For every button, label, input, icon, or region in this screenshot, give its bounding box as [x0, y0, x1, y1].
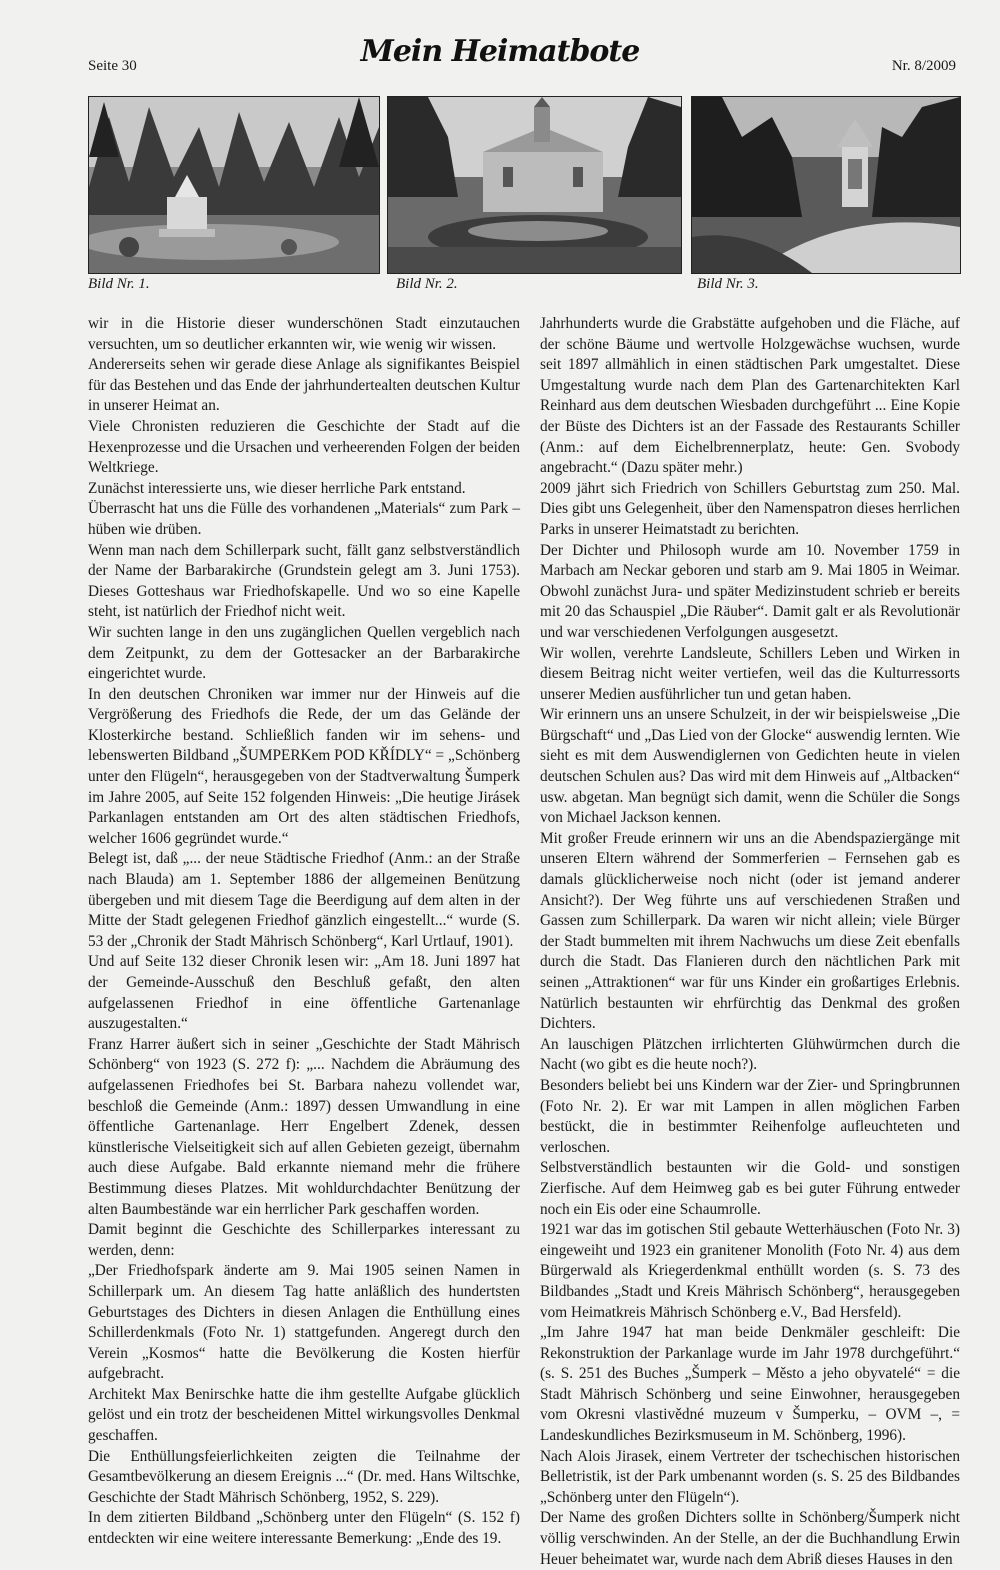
paragraph: In den deutschen Chroniken war immer nur der Hinweis auf die Vergrößerung des Friedhofs die Rede, der um das Gelände der Klosterkirche bestand. Schließlich fanden wir im sehens- und lebenswerten Bildband „ŠUMPERKem POD KŘÍDLY“ = „Schönberg unter den Flügeln“, herausgegeben von der Stadtverwaltung Šumperk im Jahre 2005, auf Seite 152 folgenden Hinweis: „Die heutige Jirásek Parkanlagen entstanden am Ort des alten städtischen Friedhofs, welcher 1606 gegründet wurde.“ [88, 685, 520, 847]
paragraph: wir in die Historie dieser wunderschönen Stadt einzutauchen versuchten, um so deutlicher erkannten wir, wie wenig wir wissen. [88, 315, 520, 353]
paragraph: Überrascht hat uns die Fülle des vorhandenen „Materials“ zum Park – hüben wie drüben. [88, 500, 520, 538]
paragraph: Viele Chronisten reduzieren die Geschichte der Stadt auf die Hexenprozesse und die Ursachen und verheerenden Folgen der beiden Weltkriege. [88, 417, 520, 477]
paragraph: 2009 jährt sich Friedrich von Schillers Geburtstag zum 250. Mal. Dies gibt uns Gelegenheit, über den Namenspatron dieses herrlichen Parks in unserer Heimatstadt zu berichten. [540, 479, 960, 538]
page-number: Seite 30 [88, 58, 137, 74]
paragraph: Und auf Seite 132 dieser Chronik lesen wir: „Am 18. Juni 1897 hat der Gemeinde-Ausschuß den Beschluß gefaßt, den alten aufgelassenen Friedhof in eine öffentliche Gartenanlage auszugestalten.“ [88, 953, 520, 1033]
paragraph: Andererseits sehen wir gerade diese Anlage als signifikantes Beispiel für das Bestehen und das Ende der jahrhundertealten deutschen Kultur in unserer Heimat an. [88, 356, 520, 415]
paragraph: Die Enthüllungsfeierlichkeiten zeigten die Teilnahme der Gesamtbevölkerung an diesem Ereignis ...“ (Dr. med. Hans Wiltschke, Geschichte der Stadt Mährisch Schönberg, 1952, S. 229). [88, 1447, 520, 1506]
paragraph: Der Name des großen Dichters sollte in Schönberg/Šumperk nicht völlig verschwinden. An der Stelle, an der die Buchhandlung Erwin Heuer beheimatet war, wurde nach dem Abriß dieses Hauses in den [540, 1509, 960, 1568]
paragraph: Mit großer Freude erinnern wir uns an die Abendspaziergänge mit unseren Eltern während der Sommerferien – Fernsehen gab es damals glücklicherweise noch nicht (oder ist jemand anderer Ansicht?). Der Weg führte uns auf verschiedenen Straßen und Gassen zum Schillerpark. Da waren wir nicht allein; viele Bürger der Stadt bummelten mit ihrem Nachwuchs um diese Zeit ebenfalls durch die Stadt. Das Flanieren durch den nächtlichen Park mit seinen „Attraktionen“ war für uns Kinder ein großartiges Erlebnis. Natürlich bestaunten wir ehrfürchtig das Denkmal des großen Dichters. [540, 829, 960, 1033]
photo-church-fountain [387, 96, 682, 274]
paragraph: In dem zitierten Bildband „Schönberg unter den Flügeln“ (S. 152 f) entdeckten wir eine weitere interessante Bemerkung: „Ende des 19. [88, 1509, 520, 1548]
paragraph: An lauschigen Plätzchen irrlichterten Glühwürmchen durch die Nacht (wo gibt es die heute noch?). [540, 1035, 960, 1074]
paragraph: Belegt ist, daß „... der neue Städtische Friedhof (Anm.: an der Straße nach Blauda) am 1. September 1886 der allgemeinen Benützung übergeben und mit diesem Tage die Beerdigung auf dem alten in der Mitte der Stadt gelegenen Friedhof gänzlich eingestellt...“ wurde (S. 53 der „Chronik der Stadt Mährisch Schönberg“, Karl Urtlauf, 1901). [88, 850, 520, 950]
photo-caption-2: Bild Nr. 2. [396, 276, 458, 292]
paragraph: Wir erinnern uns an unsere Schulzeit, in der wir beispielsweise „Die Bürgschaft“ und „Das Lied von der Glocke“ auswendig lernten. Wie sieht es mit dem Auswendiglernen von Gedichten heute in vielen deutschen Schulen aus? Das wird mit dem Hinweis auf „Altbacken“ usw. abgetan. Man begnügt sich damit, wenn die Schüler die Songs von Michael Jackson kennen. [540, 706, 960, 827]
paragraph: Der Dichter und Philosoph wurde am 10. November 1759 in Marbach am Neckar geboren und starb am 9. Mai 1805 in Weimar. Obwohl zunächst Jura- und später Medizinstudent schrieb er bereits mit 20 das Schauspiel „Die Räuber“. Damit galt er als Revolutionär und war verschiedenen Verfolgungen ausgesetzt. [540, 541, 960, 641]
paragraph: „Der Friedhofspark änderte am 9. Mai 1905 seinen Namen in Schillerpark um. An diesem Tag hatte anläßlich des hundertsten Geburtstages des Dichters in diesen Anlagen die Enthüllung eines Schillerdenkmals (Foto Nr. 1) stattgefunden. Angeregt durch den Verein „Kosmos“ hatte die Bevölkerung die Kosten hierfür aufgebracht. [88, 1262, 520, 1383]
masthead-title: Mein Heimatbote [360, 34, 640, 69]
paragraph: Wir suchten lange in den uns zugänglichen Quellen vergeblich nach dem Zeitpunkt, zu dem der Gottesacker an der Barbarakirche eingerichtet wurde. [88, 623, 520, 683]
photo-caption-1: Bild Nr. 1. [88, 276, 150, 292]
paragraph: Zunächst interessierte uns, wie dieser herrliche Park entstand. [88, 479, 466, 497]
article-column-left [88, 314, 520, 1550]
paragraph: Selbstverständlich bestaunten wir die Gold- und sonstigen Zierfische. Auf dem Heimweg gab es bei guter Führung entweder noch ein Eis oder eine Schaumrolle. [540, 1159, 960, 1218]
paragraph: Besonders beliebt bei uns Kindern war der Zier- und Springbrunnen (Foto Nr. 2). Er war mit Lampen in allen möglichen Farben bestückt, die in bestimmter Reihenfolge aufleuchteten und verloschen. [540, 1076, 960, 1156]
paragraph: Damit beginnt die Geschichte des Schillerparkes interessant zu werden, denn: [88, 1221, 520, 1259]
paragraph: Wenn man nach dem Schillerpark sucht, fällt ganz selbstverständlich der Name der Barbarakirche (Grundstein gelegt am 3. Juni 1753). Dieses Gotteshaus war Friedhofskapelle. Und wo so eine Kapelle steht, ist natürlich der Friedhof nicht weit. [88, 541, 520, 621]
paragraph: 1921 war das im gotischen Stil gebaute Wetterhäuschen (Foto Nr. 3) eingeweiht und 1923 ein granitener Monolith (Foto Nr. 4) aus dem Bürgerwald als Kriegerdenkmal enthüllt worden (s. S. 73 des Bildbandes „Stadt und Kreis Mährisch Schönberg“, herausgegeben vom Heimatkreis Mährisch Schönberg e.V., Bad Hersfeld). [540, 1221, 960, 1321]
photo-monument [88, 96, 380, 274]
paragraph: Franz Harrer äußert sich in seiner „Geschichte der Stadt Mährisch Schönberg“ von 1923 (S. 272 f): „... Nachdem die Abräumung des aufgelassenen Friedhofes bei St. Barbara nahezu vollendet war, beschloß die Gemeinde (Anm.: 1897) dessen Umwandlung in eine öffentliche Gartenanlage. Herr Engelbert Zdenek, dessen künstlerische Vielseitigkeit sich auf allen Gebieten gezeigt, übernahm auch diese Aufgabe. Bald erkannte niemand mehr die frühere Bestimmung dieses Platzes. Mit wohldurchdachter Benützung der alten Baumbestände war ein herrlicher Park geschaffen worden. [88, 1035, 520, 1218]
photo-pavilion [691, 96, 961, 274]
paragraph: Wir wollen, verehrte Landsleute, Schillers Leben und Wirken in diesem Beitrag nicht weiter vertiefen, weil das die Kulturressorts unserer Medien ausführlicher tun und getan haben. [540, 644, 960, 703]
photo-caption-3: Bild Nr. 3. [697, 276, 759, 292]
paragraph: „Im Jahre 1947 hat man beide Denkmäler geschleift: Die Rekonstruktion der Parkanlage wurde im Jahr 1978 durchgeführt.“ (s. S. 251 des Buches „Šumperk – Město a jeho obyvatelé“ = die Stadt Mährisch Schönberg und seine Einwohner, herausgegeben vom Okresni vlastivědné muzeum v Šumperku, – OVM –, = Landeskundliches Bezirksmuseum in M. Schönberg, 1996). [540, 1324, 960, 1445]
paragraph: Jahrhunderts wurde die Grabstätte aufgehoben und die Fläche, auf der schöne Bäume und wertvolle Holzgewächse wuchsen, wurde seit 1897 allmählich in einen städtischen Park umgestaltet. Diese Umgestaltung wurde nach dem Plan des Gartenarchitekten Karl Reinhard aus dem deutschen Wiesbaden durchgeführt ... Eine Kopie der Büste des Dichters ist an der Fassade des Restaurants Schiller (Anm.: auf dem Eichelbrennerplatz, heute: Gen. Svobody angebracht.“ (Dazu später mehr.) [540, 315, 960, 477]
issue-number: Nr. 8/2009 [891, 58, 956, 74]
paragraph: Architekt Max Benirschke hatte die ihm gestellte Aufgabe glücklich gelöst und ein trotz der bescheidenen Mittel wirkungsvolles Denkmal geschaffen. [88, 1385, 520, 1445]
article-column-right [540, 314, 960, 1570]
paragraph: Nach Alois Jirasek, einem Vertreter der tschechischen historischen Belletristik, ist der Park umbenannt worden (s. S. 25 des Bildbandes „Schönberg unter den Flügeln“). [540, 1447, 960, 1506]
